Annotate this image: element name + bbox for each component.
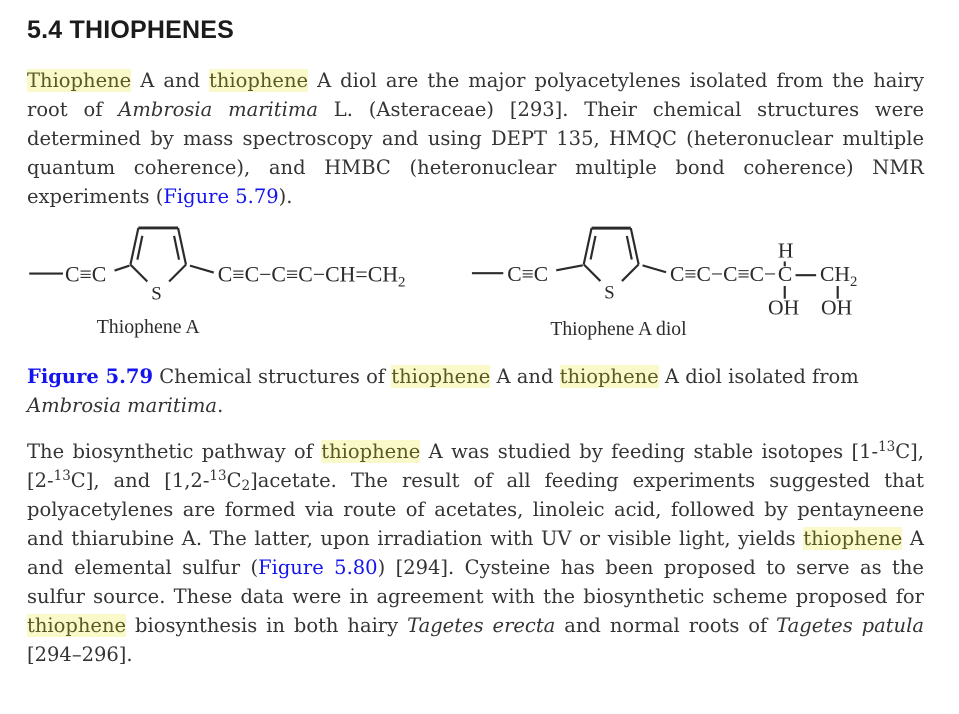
bond-line — [556, 265, 582, 270]
text-run: C], and [1,2- — [70, 469, 210, 492]
text-run: Chemical structures of — [153, 365, 392, 388]
figure-caption — [27, 362, 924, 420]
species-name: Tagetes patula — [776, 614, 924, 637]
species-name: Ambrosia maritima — [27, 394, 218, 417]
highlighted-term: Thiophene — [27, 69, 132, 92]
isotope-superscript: 13 — [53, 468, 71, 484]
highlighted-term: thiophene — [27, 614, 127, 637]
text-run: and normal roots of — [555, 614, 777, 637]
figure-caption-label: Figure 5.79 — [27, 365, 154, 388]
bond-line — [115, 266, 130, 271]
formula-main: C≡C−C≡C−CH=CH — [217, 262, 399, 287]
text-run: . — [217, 394, 224, 417]
double-bond-line — [137, 236, 142, 260]
formula-main: CH — [820, 262, 851, 287]
formula-left-chain: C≡C — [507, 262, 549, 287]
formula-left-chain: C≡C — [64, 262, 107, 287]
thiophene-a-diol-structure — [468, 220, 924, 348]
species-name: Tagetes erecta — [407, 614, 556, 637]
isotope-superscript: 13 — [209, 468, 227, 484]
terminal-ch2-group — [820, 262, 857, 290]
highlighted-term: thiophene — [209, 69, 309, 92]
bond-line — [169, 265, 186, 282]
text-run: The biosynthetic pathway of — [27, 440, 322, 463]
species-name: Ambrosia maritima — [118, 98, 318, 121]
hydroxyl-group: OH — [821, 295, 853, 320]
text-run: biosynthesis in both hairy — [126, 614, 408, 637]
figure-5-79-link[interactable]: Figure 5.79 — [163, 185, 279, 208]
double-bond-line — [174, 236, 179, 260]
text-run: A diol isolated from — [658, 365, 859, 388]
thiophene-ring — [130, 228, 186, 304]
figure-5-80-link[interactable]: Figure 5.80 — [258, 556, 378, 579]
highlighted-term: thiophene — [559, 365, 659, 388]
bond-line — [130, 265, 147, 282]
double-bond-line — [591, 236, 596, 260]
text-run: ) [294]. Cysteine has been proposed to serve as the sulfur source. These data were in agreement with the biosynthetic scheme proposed for — [27, 556, 924, 608]
text-run: ). — [278, 185, 293, 208]
bond-line — [622, 264, 639, 281]
formula-subscript: 2 — [850, 273, 858, 290]
text-run: A was studied by feeding stable isotopes [1- — [420, 440, 879, 463]
paragraph-2 — [27, 437, 924, 669]
bond-line — [643, 265, 667, 272]
text-run: A and — [131, 69, 209, 92]
formula-subscript: 2 — [398, 274, 406, 291]
double-bond-line — [627, 236, 632, 260]
figure-5-79-images — [27, 220, 924, 348]
text-run: A and elemental sulfur ( — [27, 527, 924, 579]
bond-line — [190, 266, 214, 273]
highlighted-term: thiophene — [803, 527, 903, 550]
text-run: L. (Asteraceae) [293]. Their chemical structures were determined by mass spectroscopy and using DEPT 135, HMQC (heteronuclear multiple quantum coherence), and HMBC (heteronuclear multiple bond coherence) NMR experiments ( — [27, 98, 924, 208]
hydroxyl-group: OH — [768, 295, 800, 320]
text-run: ]acetate. The result of all feeding experiments suggested that polyacetylenes are formed via route of acetates, linoleic acid, followed by pentayneene and thiarubine A. The latter, upon irradiation with UV or visible light, yields — [27, 469, 924, 550]
sulfur-atom: S — [151, 283, 162, 305]
formula-right-chain: C≡C−C≡C− — [670, 262, 777, 287]
text-run: A diol are the major polyacetylenes isolated from the hairy root of — [27, 69, 924, 121]
sulfur-atom: S — [604, 282, 615, 304]
bond-line — [584, 264, 601, 281]
structure-label: Thiophene A — [96, 316, 200, 339]
text-run: A and — [490, 365, 560, 388]
formula-subscript: 2 — [241, 478, 251, 494]
text-run: [294–296]. — [27, 643, 133, 666]
section-heading: 5.4 THIOPHENES — [27, 16, 235, 44]
structure-label: Thiophene A diol — [550, 318, 687, 340]
hydrogen-atom: H — [777, 238, 794, 263]
highlighted-term: thiophene — [391, 365, 491, 388]
paragraph-1 — [27, 66, 924, 211]
thiophene-a-structure — [27, 220, 464, 344]
text-run: C — [226, 469, 242, 492]
isotope-superscript: 13 — [878, 439, 896, 455]
thiophene-ring — [584, 228, 639, 304]
formula-right-chain — [218, 263, 406, 291]
carbinol-carbon: C — [777, 262, 793, 287]
text-run: C], [2- — [27, 440, 924, 492]
highlighted-term: thiophene — [321, 440, 421, 463]
